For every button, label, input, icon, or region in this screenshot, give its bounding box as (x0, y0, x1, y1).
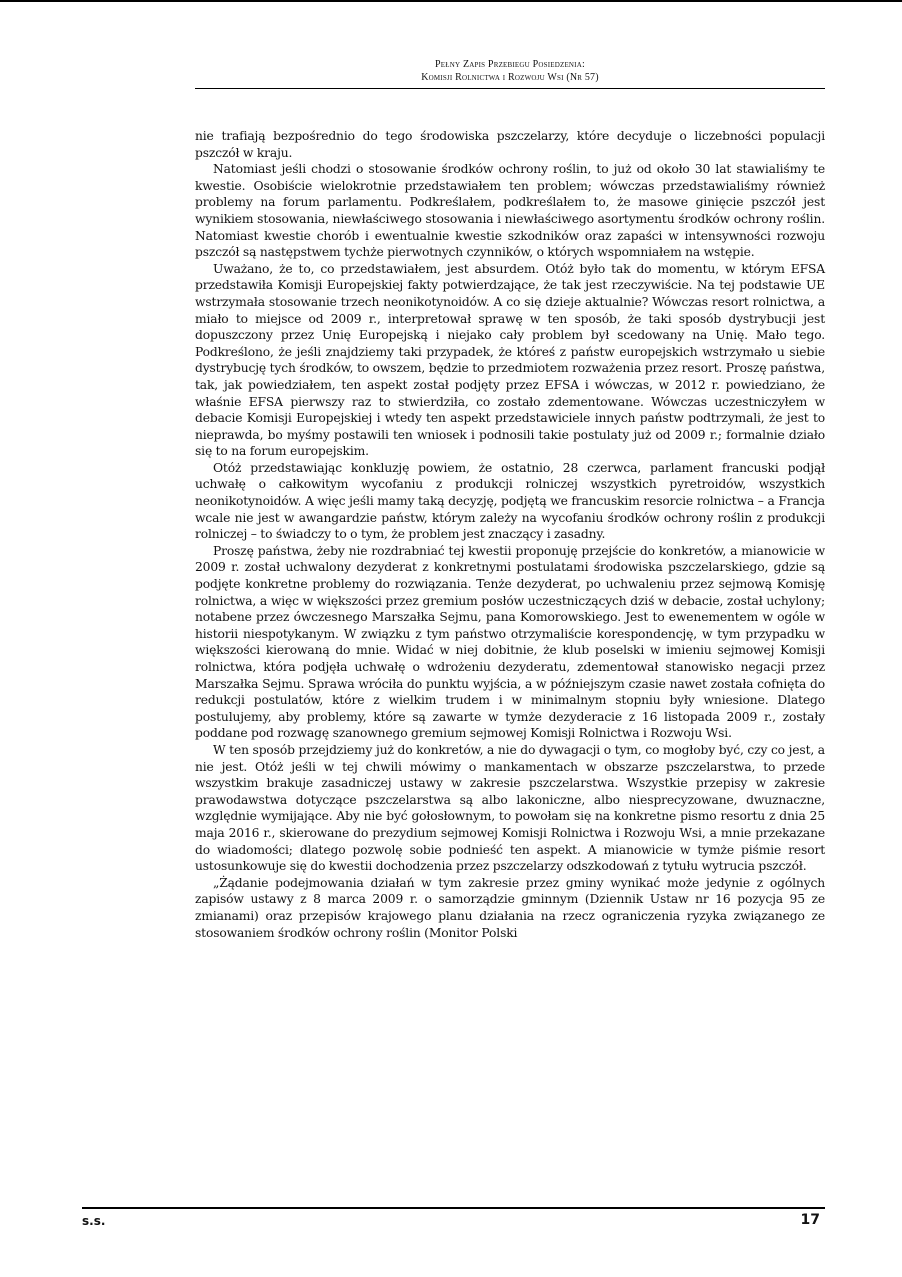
paragraph: Uważano, że to, co przedstawiałem, jest absurdem. Otóż było tak do momentu, w którym EFSA przedstawiła Komisji Europejskiej fakty potwierdzające, że tak jest rzeczywiście. Na tej podstawie UE wstrzymała stosowanie trzech neonikotynoidów. A co się dzieje aktualnie? Wówczas resort rolnictwa, a miało to miejsce od 2009 r., interpretował sprawę w ten sposób, że taki sposób dystrybucji jest dopuszczony przez Unię Europejską i niejako cały problem był scedowany na Unię. Mało tego. Podkreślono, że jeśli znajdziemy taki przypadek, że któreś z państw europejskich wstrzymało u siebie dystrybucję tych środków, to owszem, będzie to przedmiotem rozważenia przez resort. Proszę państwa, tak, jak powiedziałem, ten aspekt został podjęty przez EFSA i wówczas, w 2012 r. powiedziano, że właśnie EFSA pierwszy raz to stwierdziła, co zostało zdementowane. Wówczas uczestniczyłem w debacie Komisji Europejskiej i wtedy ten aspekt przedstawiciele innych państw podtrzymali, że jest to nieprawda, bo myśmy postawili ten wniosek i podnosili takie postulaty już od 2009 r.; formalnie działo się to na forum europejskim. (195, 261, 825, 459)
transcript-body (195, 128, 825, 941)
header-line-2: Komisji Rolnictwa i Rozwoju Wsi (Nr 57) (421, 72, 599, 83)
paragraph: „Żądanie podejmowania działań w tym zakresie przez gminy wynikać może jedynie z ogólnych zapisów ustawy z 8 marca 2009 r. o samorządzie gminnym (Dziennik Ustaw nr 16 pozycja 95 ze zmianami) oraz przepisów krajowego planu działania na rzecz ograniczenia ryzyka związanego ze stosowaniem środków ochrony roślin (Monitor Polski (195, 875, 825, 940)
paragraph: nie trafiają bezpośrednio do tego środowiska pszczelarzy, które decyduje o liczebności populacji pszczół w kraju. (195, 129, 825, 160)
footer-initials: s.s. (82, 1214, 106, 1228)
header-line-1: Pełny Zapis Przebiegu Posiedzenia: (435, 59, 585, 70)
paragraph: Proszę państwa, żeby nie rozdrabniać tej kwestii proponuję przejście do konkretów, a mianowicie w 2009 r. został uchwalony dezyderat z konkretnymi postulatami środowiska pszczelarskiego, gdzie są podjęte konkretne problemy do rozwiązania. Tenże dezyderat, po uchwaleniu przez sejmową Komisję rolnictwa, a więc w większości przez gremium posłów uczestniczących dziś w debacie, został uchylony; notabene przez ówczesnego Marszałka Sejmu, pana Komorowskiego. Jest to ewenementem w ogóle w historii niespotykanym. W związku z tym państwo otrzymaliście korespondencję, w tym przypadku w większości kierowaną do mnie. Widać w niej dobitnie, że klub poselski w imieniu sejmowej Komisji rolnictwa, która podjęła uchwałę o wdrożeniu dezyderatu, zdementował stanowisko negacji przez Marszałka Sejmu. Sprawa wróciła do punktu wyjścia, a w późniejszym czasie nawet została cofnięta do redukcji postulatów, które z wielkim trudem i w minimalnym stopniu były wniesione. Dlatego postulujemy, aby problemy, które są zawarte w tymże dezyderacie z 16 listopada 2009 r., zostały poddane pod rozwagę szanownego gremium sejmowej Komisji Rolnictwa i Rozwoju Wsi. (195, 543, 825, 741)
footer-rule (82, 1207, 825, 1209)
paragraph: Otóż przedstawiając konkluzję powiem, że ostatnio, 28 czerwca, parlament francuski podjął uchwałę o całkowitym wycofaniu z produkcji rolniczej wszystkich pyretroidów, wszystkich neonikotynoidów. A więc jeśli mamy taką decyzję, podjętą we francuskim resorcie rolnictwa – a Francja wcale nie jest w awangardzie państw, którym zależy na wycofaniu środków ochrony roślin z produkcji rolniczej – to świadczy to o tym, że problem jest znaczący i zasadny. (195, 460, 825, 542)
page-number: 17 (800, 1212, 820, 1228)
paragraph: W ten sposób przejdziemy już do konkretów, a nie do dywagacji o tym, co mogłoby być, czy co jest, a nie jest. Otóż jeśli w tej chwili mówimy o mankamentach w obszarze pszczelarstwa, to przede wszystkim brakuje zasadniczej ustawy w zakresie pszczelarstwa. Wszystkie przepisy w zakresie prawodawstwa dotyczące pszczelarstwa są albo lakoniczne, albo niesprecyzowane, dwuznaczne, względnie wymijające. Aby nie być gołosłownym, to powołam się na konkretne pismo resortu z dnia 25 maja 2016 r., skierowane do prezydium sejmowej Komisji Rolnictwa i Rozwoju Wsi, a mnie przekazane do wiadomości; dlatego pozwolę sobie podnieść ten aspekt. A mianowicie w tymże piśmie resort ustosunkowuje się do kwestii dochodzenia przez pszczelarzy odszkodowań z tytułu wytrucia pszczół. (195, 742, 825, 874)
paragraph: Natomiast jeśli chodzi o stosowanie środków ochrony roślin, to już od około 30 lat stawialiśmy te kwestie. Osobiście wielokrotnie przedstawiałem ten problem; wówczas przedstawialiśmy również problemy na forum parlamentu. Podkreślałem, podkreślałem to, że masowe ginięcie pszczół jest wynikiem stosowania, niewłaściwego stosowania i niewłaściwego asortymentu środków ochrony roślin. Natomiast kwestie chorób i ewentualnie kwestie szkodników oraz zapaści w intensywności rozwoju pszczół są następstwem tychże pierwotnych czynników, o których wspomniałem na wstępie. (195, 162, 825, 260)
running-header (195, 58, 825, 84)
header-rule (195, 88, 825, 89)
page-top-border (0, 0, 902, 2)
